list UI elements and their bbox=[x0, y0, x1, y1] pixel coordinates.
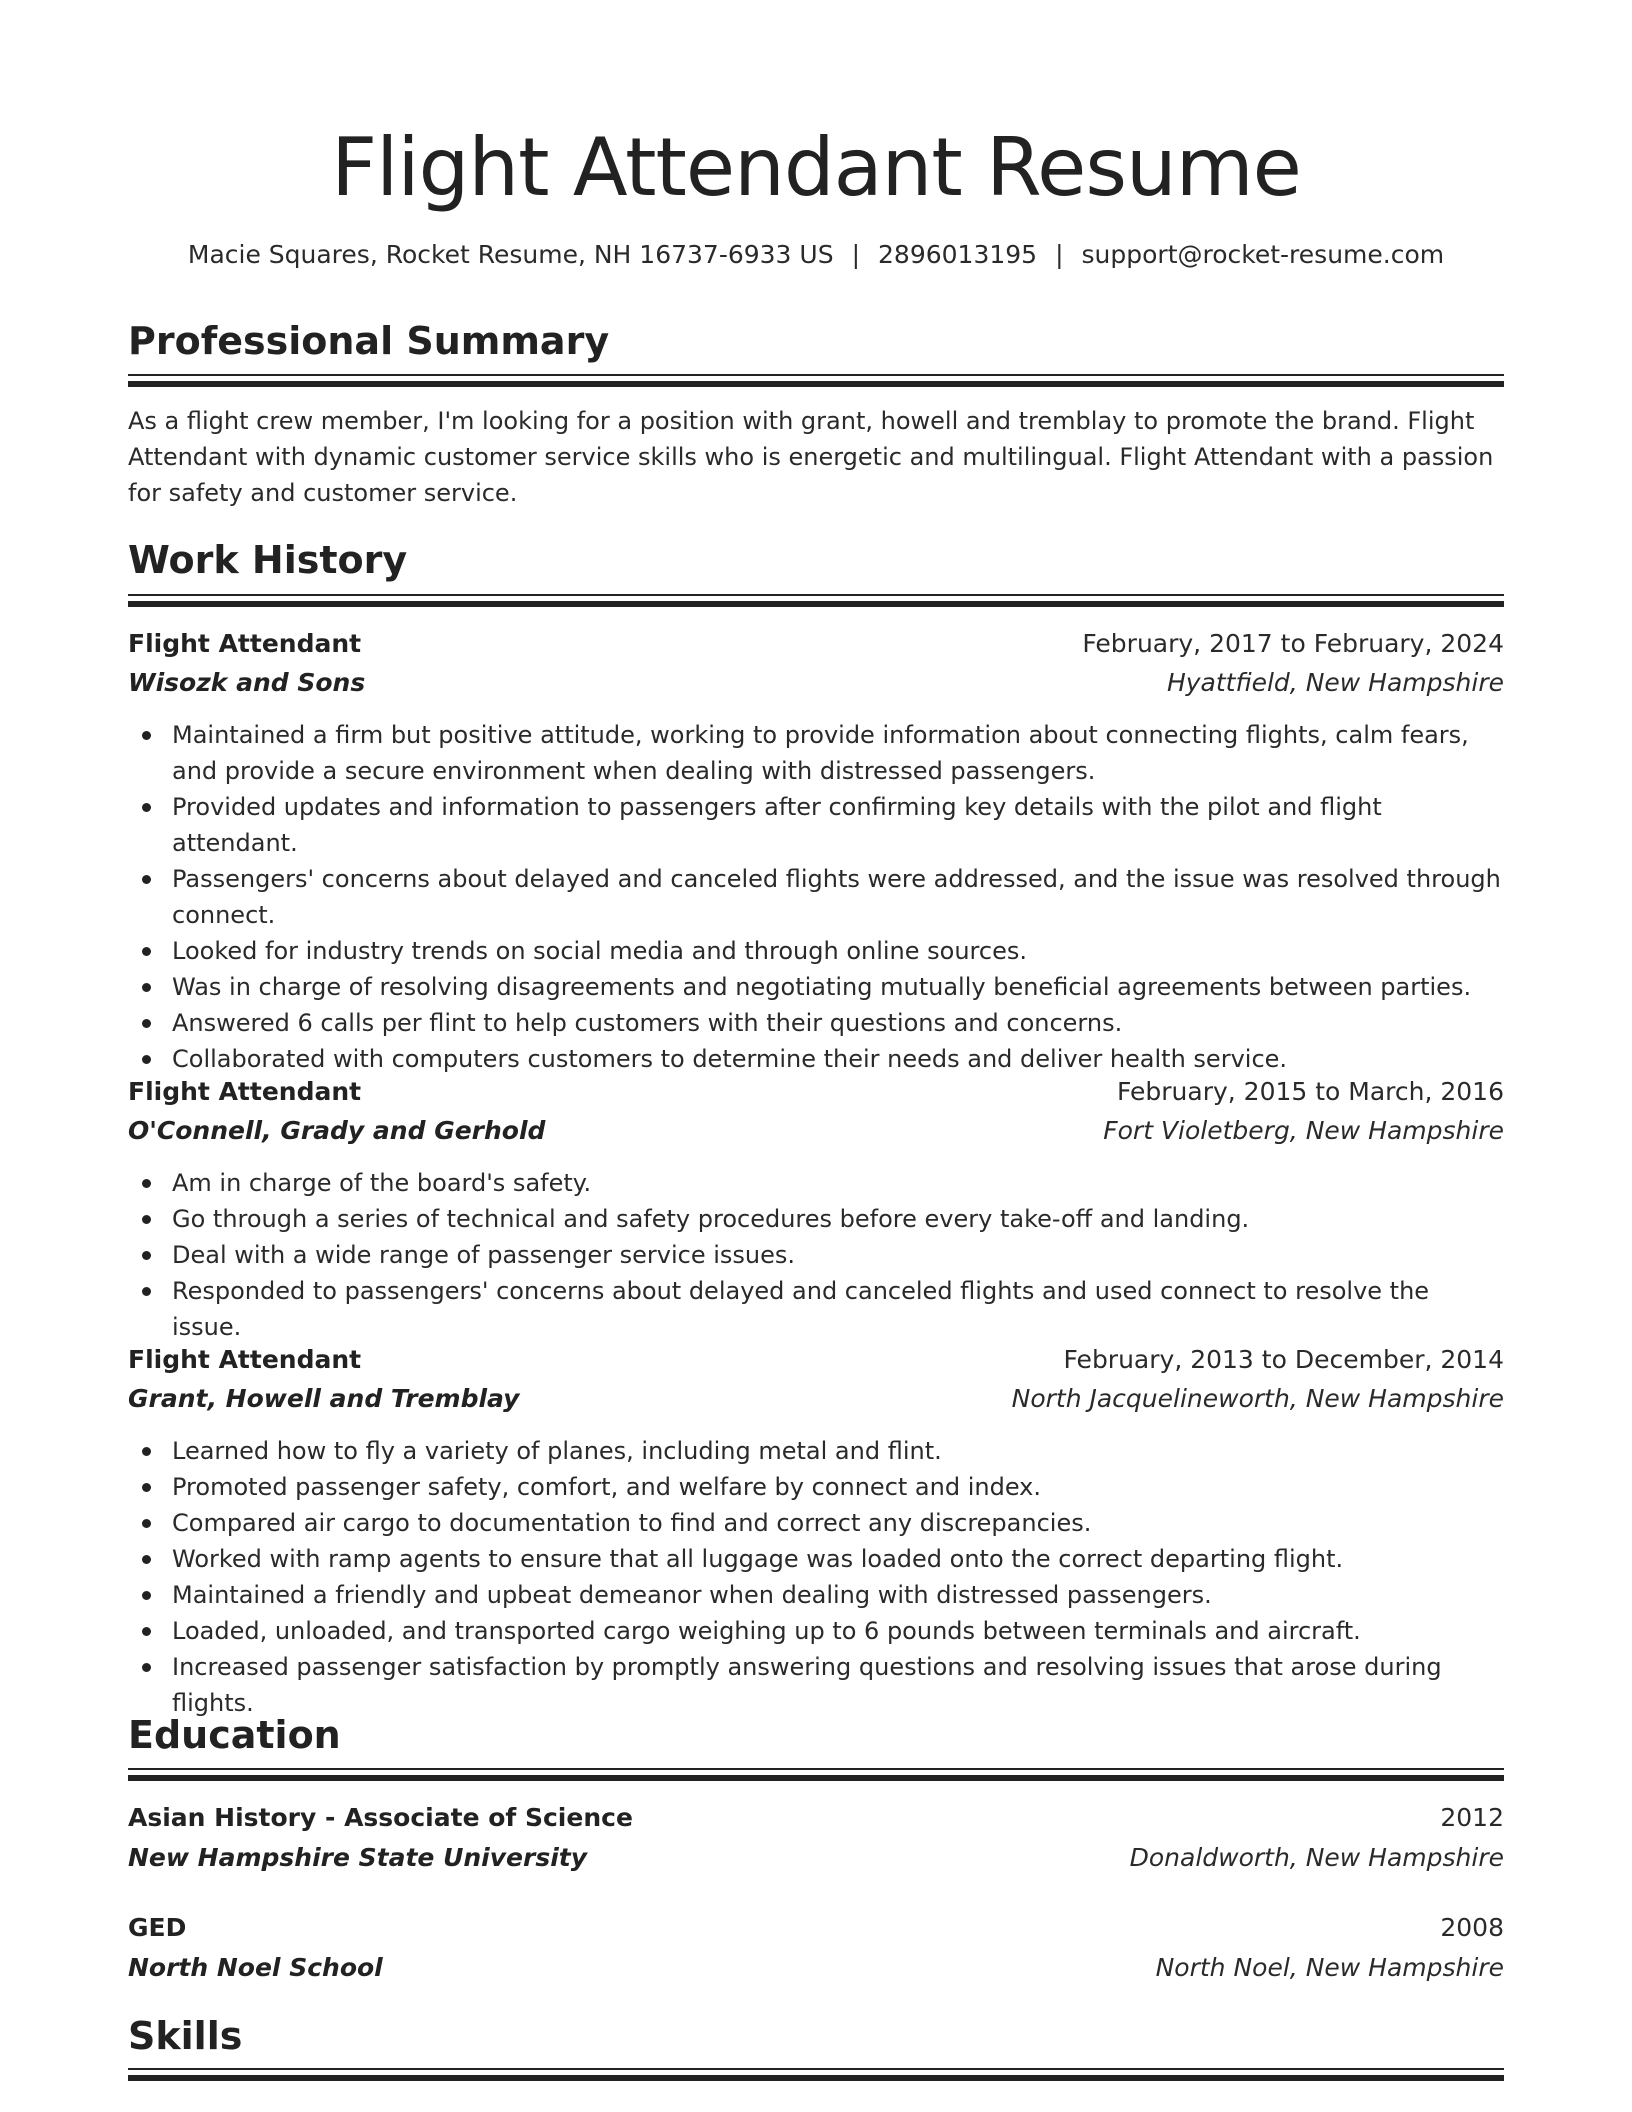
bullet-icon bbox=[142, 1019, 151, 1028]
bullet-text: Loaded, unloaded, and transported cargo weighing up to 6 pounds between terminals and aircraft. bbox=[172, 1617, 1361, 1645]
bullet-text: Passengers' concerns about delayed and canceled flights were addressed, and the issue was resolved through connect. bbox=[172, 865, 1501, 929]
education-location: North Noel, New Hampshire bbox=[1155, 1953, 1504, 1982]
education-header bbox=[128, 1798, 1504, 1838]
job-bullets bbox=[128, 1433, 1504, 1721]
bullet-icon bbox=[142, 1215, 151, 1224]
summary-text: As a flight crew member, I'm looking for a position with grant, howell and tremblay to promote the brand. Flight Attendant with dynamic customer service skills who is energetic and multilingual. Flight Attendant with a passion for safety and customer service. bbox=[128, 407, 1494, 507]
job-title: Flight Attendant bbox=[128, 629, 362, 658]
contact-line bbox=[0, 237, 1632, 273]
job-company: O'Connell, Grady and Gerhold bbox=[128, 1116, 546, 1145]
job-company: Grant, Howell and Tremblay bbox=[128, 1384, 520, 1413]
work-history-heading: Work History bbox=[128, 538, 408, 582]
education-year: 2012 bbox=[1440, 1803, 1504, 1832]
bullet-icon bbox=[142, 1555, 151, 1564]
section-divider bbox=[128, 1768, 1504, 1782]
job-bullets bbox=[128, 717, 1504, 1077]
contact-address: Macie Squares, Rocket Resume, NH 16737-6933 US bbox=[187, 240, 834, 269]
list-item bbox=[128, 789, 1504, 861]
bullet-icon bbox=[142, 947, 151, 956]
bullet-text: Maintained a firm but positive attitude, working to provide information about connecting flights, calm fears, and provide a secure environment when dealing with distressed passengers. bbox=[172, 721, 1469, 785]
bullet-icon bbox=[142, 1287, 151, 1296]
bullet-text: Learned how to fly a variety of planes, including metal and flint. bbox=[172, 1437, 942, 1465]
list-item bbox=[128, 861, 1504, 933]
summary-heading: Professional Summary bbox=[128, 319, 610, 363]
job-header bbox=[128, 1340, 1504, 1380]
bullet-icon bbox=[142, 1251, 151, 1260]
bullet-icon bbox=[142, 803, 151, 812]
bullet-text: Maintained a friendly and upbeat demeanor when dealing with distressed passengers. bbox=[172, 1581, 1212, 1609]
bullet-text: Was in charge of resolving disagreements and negotiating mutually beneficial agreements between parties. bbox=[172, 973, 1472, 1001]
job-company: Wisozk and Sons bbox=[128, 668, 366, 697]
bullet-icon bbox=[142, 1447, 151, 1456]
list-item bbox=[128, 1237, 1504, 1273]
list-item bbox=[128, 1505, 1504, 1541]
bullet-icon bbox=[142, 1483, 151, 1492]
bullet-text: Increased passenger satisfaction by promptly answering questions and resolving issues that arose during flights. bbox=[172, 1653, 1442, 1717]
job-location: Fort Violetberg, New Hampshire bbox=[1103, 1116, 1504, 1145]
bullet-text: Promoted passenger safety, comfort, and welfare by connect and index. bbox=[172, 1473, 1041, 1501]
list-item bbox=[128, 1613, 1504, 1649]
job-title: Flight Attendant bbox=[128, 1077, 362, 1106]
list-item bbox=[128, 1165, 1504, 1201]
job-dates: February, 2015 to March, 2016 bbox=[1116, 1077, 1504, 1106]
education-year: 2008 bbox=[1440, 1913, 1504, 1942]
contact-email: support@rocket-resume.com bbox=[1081, 240, 1445, 269]
education-heading: Education bbox=[128, 1713, 341, 1757]
job-bullets bbox=[128, 1165, 1504, 1345]
bullet-text: Collaborated with computers customers to determine their needs and deliver health service. bbox=[172, 1045, 1288, 1073]
education-school: New Hampshire State University bbox=[128, 1843, 588, 1872]
contact-separator: | bbox=[851, 240, 861, 269]
bullet-text: Provided updates and information to passengers after confirming key details with the pilot and flight attendant. bbox=[172, 793, 1382, 857]
bullet-icon bbox=[142, 1179, 151, 1188]
job-header bbox=[128, 1072, 1504, 1112]
job-title: Flight Attendant bbox=[128, 1345, 362, 1374]
bullet-text: Worked with ramp agents to ensure that all luggage was loaded onto the correct departing flight. bbox=[172, 1545, 1344, 1573]
list-item bbox=[128, 1273, 1504, 1345]
section-divider bbox=[128, 2068, 1504, 2082]
education-degree: Asian History - Associate of Science bbox=[128, 1803, 633, 1832]
job-subheader bbox=[128, 1379, 1504, 1419]
bullet-icon bbox=[142, 875, 151, 884]
job-dates: February, 2017 to February, 2024 bbox=[1082, 629, 1504, 658]
bullet-text: Am in charge of the board's safety. bbox=[172, 1169, 592, 1197]
bullet-icon bbox=[142, 1519, 151, 1528]
resume-title: Flight Attendant Resume bbox=[331, 121, 1301, 214]
job-subheader bbox=[128, 663, 1504, 703]
education-location: Donaldworth, New Hampshire bbox=[1129, 1843, 1504, 1872]
education-subheader bbox=[128, 1948, 1504, 1988]
job-subheader bbox=[128, 1111, 1504, 1151]
section-divider bbox=[128, 594, 1504, 608]
bullet-icon bbox=[142, 1627, 151, 1636]
bullet-icon bbox=[142, 983, 151, 992]
list-item bbox=[128, 1201, 1504, 1237]
bullet-icon bbox=[142, 731, 151, 740]
job-location: North Jacquelineworth, New Hampshire bbox=[1011, 1384, 1504, 1413]
job-header bbox=[128, 624, 1504, 664]
bullet-text: Responded to passengers' concerns about delayed and canceled flights and used connect to resolve the issue. bbox=[172, 1277, 1430, 1341]
contact-phone: 2896013195 bbox=[878, 240, 1038, 269]
list-item bbox=[128, 1577, 1504, 1613]
section-divider bbox=[128, 374, 1504, 388]
bullet-text: Looked for industry trends on social media and through online sources. bbox=[172, 937, 1027, 965]
list-item bbox=[128, 1469, 1504, 1505]
job-dates: February, 2013 to December, 2014 bbox=[1063, 1345, 1504, 1374]
education-header bbox=[128, 1908, 1504, 1948]
list-item bbox=[128, 1541, 1504, 1577]
list-item bbox=[128, 969, 1504, 1005]
list-item bbox=[128, 933, 1504, 969]
list-item bbox=[128, 1005, 1504, 1041]
education-subheader bbox=[128, 1838, 1504, 1878]
bullet-text: Deal with a wide range of passenger service issues. bbox=[172, 1241, 796, 1269]
education-school: North Noel School bbox=[128, 1953, 383, 1982]
contact-separator: | bbox=[1055, 240, 1064, 269]
education-degree: GED bbox=[128, 1913, 187, 1942]
job-location: Hyattfield, New Hampshire bbox=[1166, 668, 1504, 697]
skills-heading: Skills bbox=[128, 2014, 243, 2058]
bullet-icon bbox=[142, 1591, 151, 1600]
bullet-icon bbox=[142, 1055, 151, 1064]
list-item bbox=[128, 1433, 1504, 1469]
bullet-text: Compared air cargo to documentation to find and correct any discrepancies. bbox=[172, 1509, 1092, 1537]
list-item bbox=[128, 717, 1504, 789]
bullet-icon bbox=[142, 1663, 151, 1672]
bullet-text: Answered 6 calls per flint to help customers with their questions and concerns. bbox=[172, 1009, 1123, 1037]
bullet-text: Go through a series of technical and safety procedures before every take-off and landing. bbox=[172, 1205, 1250, 1233]
